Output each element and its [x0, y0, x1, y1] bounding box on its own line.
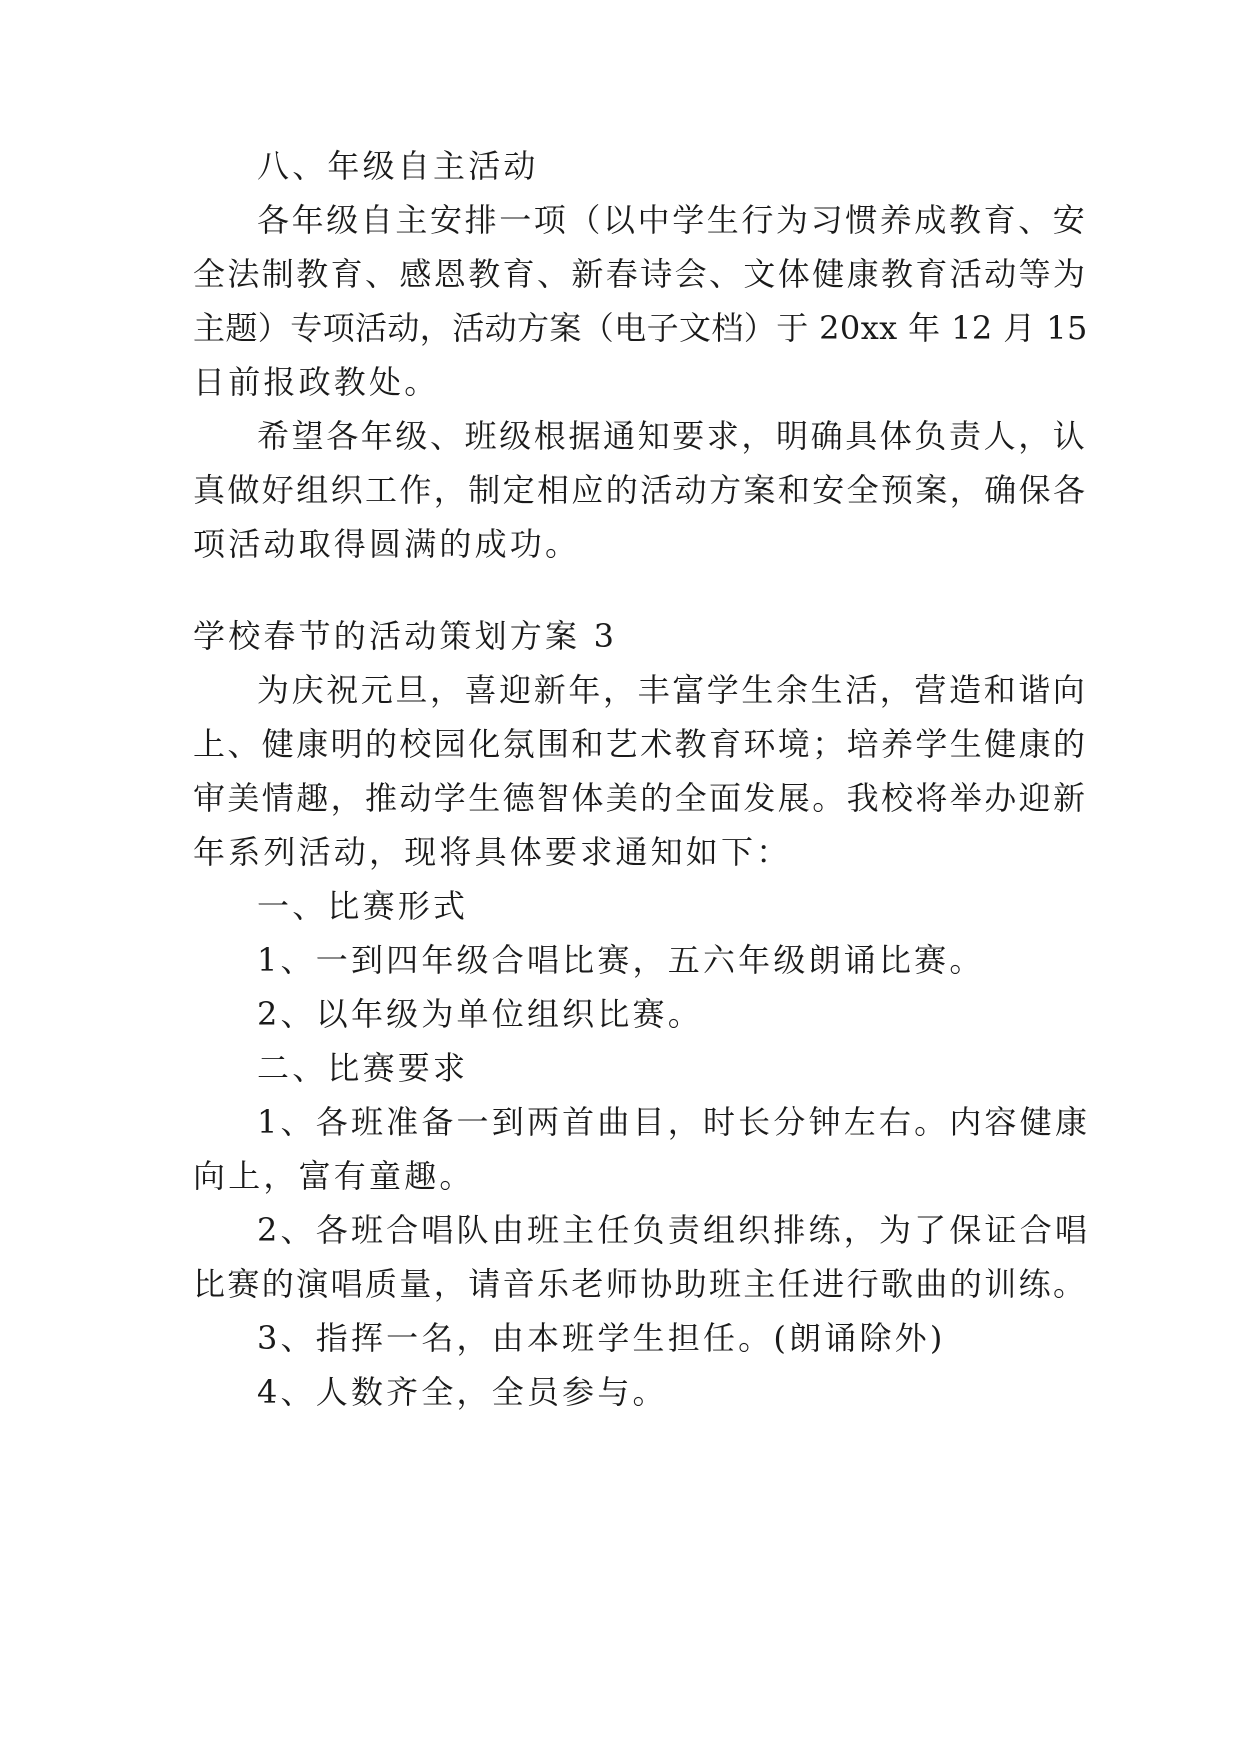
list-item: 2、各班合唱队由班主任负责组织排练，为了保证合唱 [257, 1211, 1091, 1249]
list-item: 1、各班准备一到两首曲目，时长分钟左右。内容健康 [257, 1103, 1091, 1141]
list-item: 1、一到四年级合唱比赛，五六年级朗诵比赛。 [257, 941, 985, 979]
section-heading: 二、比赛要求 [257, 1049, 469, 1087]
paragraph-line: 上、健康明的校园化氛围和艺术教育环境；培养学生健康的 [193, 725, 1088, 763]
list-item: 4、人数齐全，全员参与。 [257, 1373, 668, 1411]
paragraph-line: 为庆祝元旦，喜迎新年，丰富学生余生活，营造和谐向 [257, 671, 1088, 709]
list-item-continuation: 向上，富有童趣。 [193, 1157, 475, 1195]
paragraph-line: 项活动取得圆满的成功。 [193, 525, 581, 563]
list-item: 2、以年级为单位组织比赛。 [257, 995, 703, 1033]
paragraph-line: 年系列活动，现将具体要求通知如下： [193, 833, 792, 871]
paragraph-line: 真做好组织工作，制定相应的活动方案和安全预案，确保各 [193, 471, 1088, 509]
paragraph-line: 全法制教育、感恩教育、新春诗会、文体健康教育活动等为 [193, 255, 1088, 293]
list-item: 3、指挥一名，由本班学生担任。(朗诵除外) [257, 1319, 946, 1357]
paragraph-line: 各年级自主安排一项（以中学生行为习惯养成教育、安 [257, 201, 1088, 239]
list-item-continuation: 比赛的演唱质量，请音乐老师协助班主任进行歌曲的训练。 [193, 1265, 1088, 1303]
paragraph-line: 希望各年级、班级根据通知要求，明确具体负责人，认 [257, 417, 1088, 455]
paragraph-line: 主题）专项活动，活动方案（电子文档）于 20xx 年 12 月 15 [193, 309, 1088, 347]
paragraph-line: 审美情趣，推动学生德智体美的全面发展。我校将举办迎新 [193, 779, 1088, 817]
section-heading: 一、比赛形式 [257, 887, 469, 925]
section-heading: 八、年级自主活动 [257, 147, 539, 185]
document-title: 学校春节的活动策划方案 3 [193, 617, 618, 655]
paragraph-line: 日前报政教处。 [193, 363, 440, 401]
